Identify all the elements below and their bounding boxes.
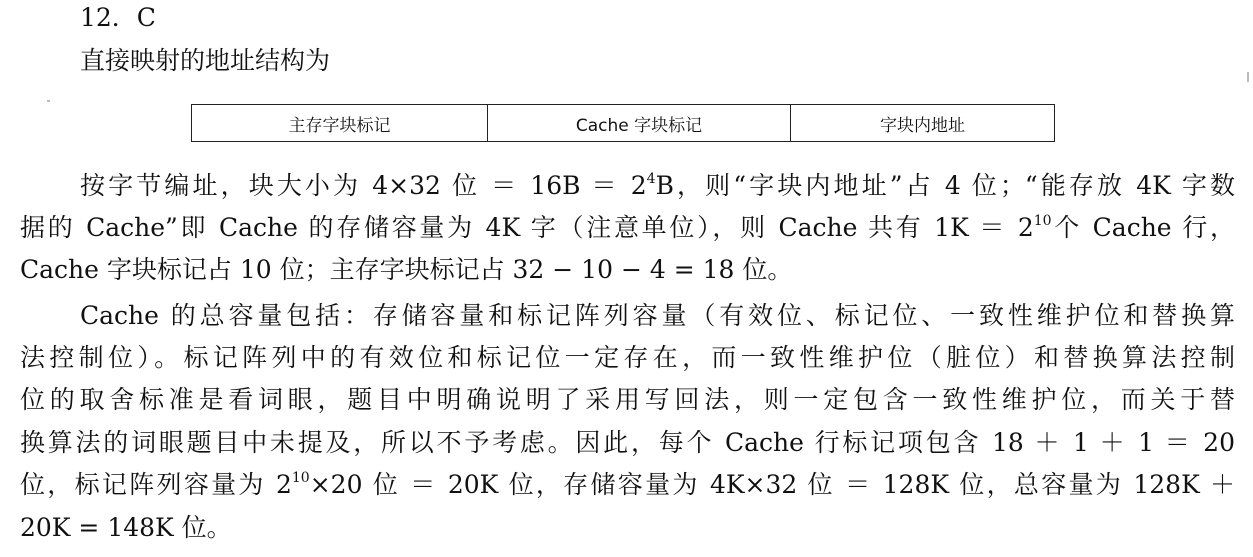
superscript: 10 — [1033, 213, 1052, 229]
superscript: 4 — [646, 171, 656, 187]
text-span: 据的 Cache”即 Cache 的存储容量为 4K 字（注意单位），则 Cache 共有 1K ＝ 2 — [20, 213, 1034, 242]
paragraph1-line3: Cache 字块标记占 10 位；主存字块标记占 32 − 10 − 4 = 18 位。 — [20, 255, 793, 284]
text-span: 个 Cache 行， — [1051, 213, 1235, 242]
paragraph2-line6: 20K = 148K 位。 — [20, 513, 232, 542]
scan-mark — [47, 100, 50, 102]
address-structure-table — [191, 104, 1055, 142]
paragraph2-line5 — [20, 466, 1235, 503]
address-structure-row — [192, 105, 1055, 142]
scan-mark — [1247, 72, 1249, 82]
cache-block-tag-cell: Cache 字块标记 — [488, 105, 791, 142]
intro-text: 直接映射的地址结构为 — [80, 46, 331, 75]
text-span: 按字节编址，块大小为 4×32 位 ＝ 16B ＝ 2 — [80, 171, 647, 200]
block-offset-cell: 字块内地址 — [791, 105, 1055, 142]
paragraph2-line1: Cache 的总容量包括：存储容量和标记阵列容量（有效位、标记位、一致性维护位和替换算 — [80, 301, 1235, 330]
paragraph1-line2 — [20, 209, 1235, 246]
text-span: B，则“字块内地址”占 4 位；“能存放 4K 字数 — [655, 171, 1235, 200]
superscript: 10 — [291, 470, 310, 486]
paragraph1-line1 — [80, 167, 1235, 204]
question-label: 12．C — [80, 3, 156, 32]
main-memory-block-tag-cell: 主存字块标记 — [192, 105, 488, 142]
paragraph2-line3: 位的取舍标准是看词眼，题目中明确说明了采用写回法，则一定包含一致性维护位，而关于替 — [20, 385, 1235, 414]
paragraph2-line2: 法控制位）。标记阵列中的有效位和标记位一定存在，而一致性维护位（脏位）和替换算法控制 — [20, 343, 1235, 372]
text-span: 位，标记阵列容量为 2 — [20, 470, 292, 499]
text-span: ×20 位 ＝ 20K 位，存储容量为 4K×32 位 ＝ 128K 位，总容量为 128K ＋ — [309, 470, 1235, 499]
paragraph2-line4: 换算法的词眼题目中未提及，所以不予考虑。因此，每个 Cache 行标记项包含 18 ＋ 1 ＋ 1 ＝ 20 — [20, 428, 1235, 457]
